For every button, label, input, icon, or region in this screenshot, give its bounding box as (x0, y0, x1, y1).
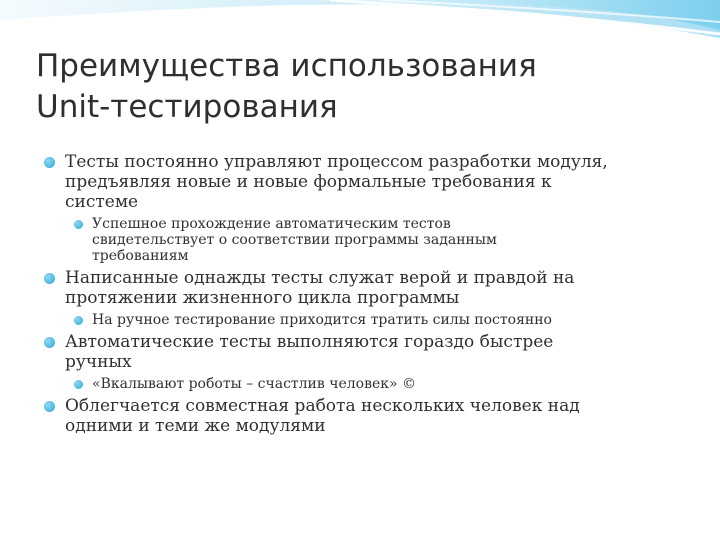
bullet-list (44, 152, 694, 440)
bullet-text-line: Написанные однажды тесты служат верой и правдой на (65, 268, 575, 288)
bullet-item (44, 332, 694, 372)
bullet-text-line: одними и теми же модулями (65, 416, 326, 436)
bullet-dot-icon (44, 401, 55, 412)
sub-bullet-text-line: «Вкалывают роботы – счастлив человек» © (92, 376, 417, 392)
sub-bullet-text-line: На ручное тестирование приходится тратить силы постоянно (92, 312, 552, 328)
bullet-dot-icon (74, 316, 83, 325)
bullet-item (44, 396, 694, 436)
bullet-text-line: предъявляя новые и новые формальные требования к (65, 172, 552, 192)
bullet-text-line: системе (65, 192, 139, 212)
bullet-text-line: ручных (65, 352, 132, 372)
bullet-dot-icon (44, 273, 55, 284)
bullet-item (44, 268, 694, 308)
bullet-item (44, 152, 694, 212)
sub-bullet-text-line: требованиям (92, 248, 189, 264)
slide-title-line: Преимущества использования (36, 48, 537, 84)
bullet-dot-icon (44, 157, 55, 168)
sub-bullet-text-line: свидетельствует о соответствии программы заданным (92, 232, 497, 248)
sub-bullet-item (44, 216, 694, 264)
slide-title (36, 46, 686, 128)
bullet-text-line: Автоматические тесты выполняются гораздо быстрее (65, 332, 554, 352)
bullet-dot-icon (44, 337, 55, 348)
bullet-text-line: протяжении жизненного цикла программы (65, 288, 460, 308)
slide-title-line: Unit-тестирования (36, 89, 338, 125)
bullet-dot-icon (74, 380, 83, 389)
bullet-dot-icon (74, 220, 83, 229)
bullet-text-line: Облегчается совместная работа нескольких человек над (65, 396, 580, 416)
sub-bullet-item (44, 376, 694, 392)
sub-bullet-item (44, 312, 694, 328)
sub-bullet-text-line: Успешное прохождение автоматическим тестов (92, 216, 451, 232)
bullet-text-line: Тесты постоянно управляют процессом разработки модуля, (65, 152, 608, 172)
